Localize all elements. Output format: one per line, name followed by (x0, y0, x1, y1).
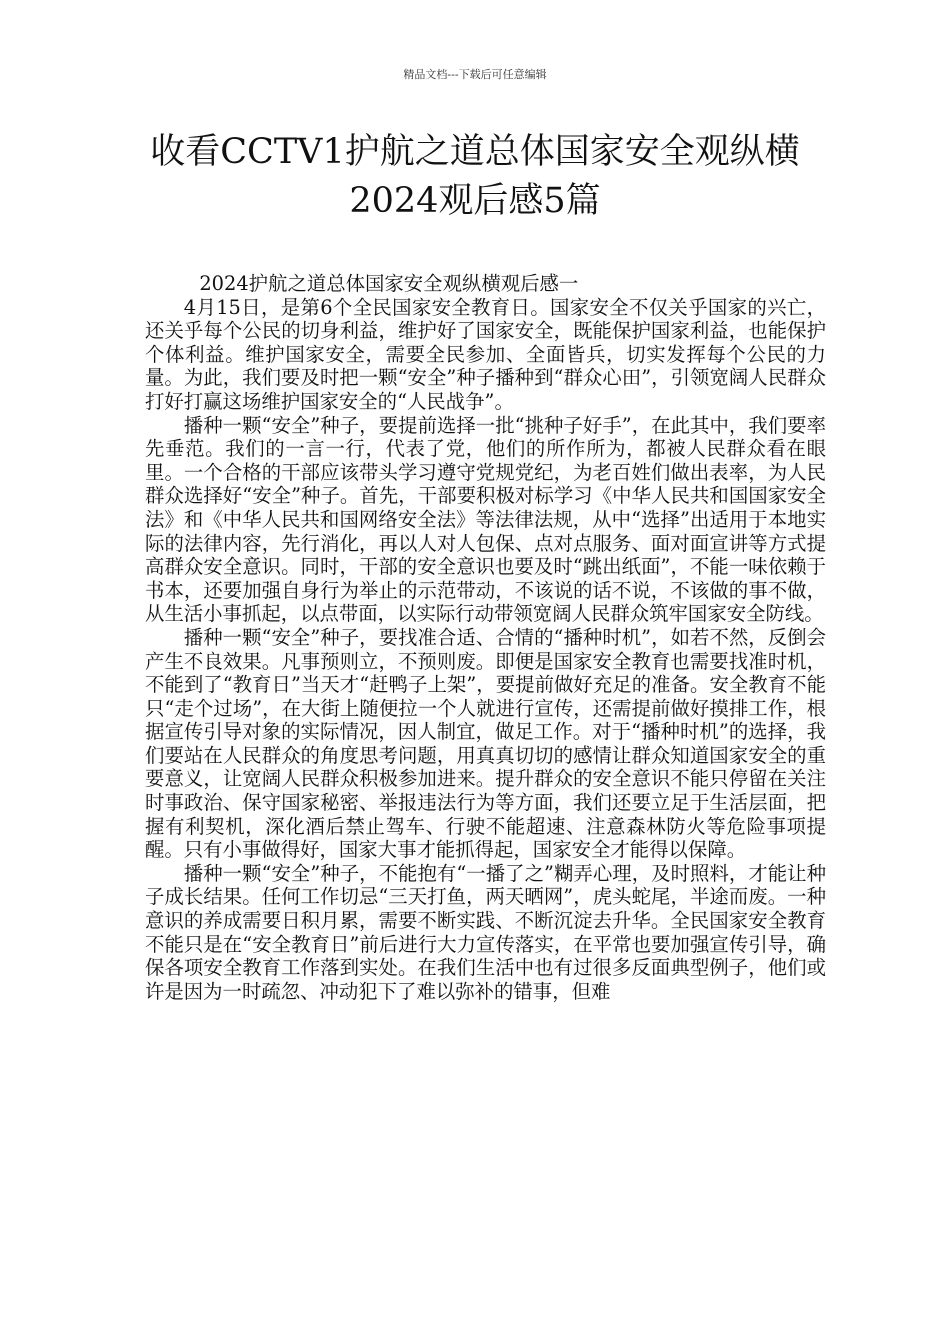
page-header: 精品文档---下载后可任意编辑 (403, 68, 547, 81)
body-paragraph-4: 播种一颗“安全”种子，不能抱有“一播了之”糊弄心理，及时照料，才能让种子成长结果。任何工作切忌“三天打鱼，两天晒网”，虎头蛇尾，半途而废。一种意识的养成需要日积月累，需要不断实践、不断沉淀去升华。全民国家安全教育不能只是在“安全教育日”前后进行大力宣传落实，在平常也要加强宣传引导，确保各项安全教育工作落到实处。在我们生活中也有过很多反面典型例子，他们或许是因为一时疏忽、冲动犯下了难以弥补的错事，但难 (145, 861, 826, 1003)
body-paragraph-2: 播种一颗“安全”种子，要提前选择一批“挑种子好手”，在此其中，我们要率先垂范。我们的一言一行，代表了党，他们的所作所为，都被人民群众看在眼里。一个合格的干部应该带头学习遵守党规党纪，为老百姓们做出表率，为人民群众选择好“安全”种子。首先，干部要积极对标学习《中华人民共和国国家安全法》和《中华人民共和国网络安全法》等法律法规，从中“选择”出适用于本地实际的法律内容，先行消化，再以人对人包保、点对点服务、面对面宣讲等方式提高群众安全意识。同时，干部的安全意识也要及时“跳出纸面”，不能一味依赖于书本，还要加强自身行为举止的示范带动，不该说的话不说，不该做的事不做，从生活小事抓起，以点带面，以实际行动带领宽阔人民群众筑牢国家安全防线。 (145, 413, 826, 626)
title-line-2: 2024观后感5篇 (349, 181, 601, 221)
section-heading: 2024护航之道总体国家安全观纵横观后感一 (199, 272, 579, 295)
title-line-1: 收看CCTV1护航之道总体国家安全观纵横 (150, 132, 800, 172)
body-paragraph-1: 4月15日，是第6个全民国家安全教育日。国家安全不仅关乎国家的兴亡，还关乎每个公民的切身利益，维护好了国家安全，既能保护国家利益，也能保护个体利益。维护国家安全，需要全民参加、全面皆兵，切实发挥每个公民的力量。为此，我们要及时把一颗“安全”种子播种到“群众心田”，引领宽阔人民群众打好打赢这场维护国家安全的“人民战争”。 (145, 295, 826, 413)
document-body (145, 272, 826, 1003)
body-paragraph-3: 播种一颗“安全”种子，要找准合适、合情的“播种时机”，如若不然，反倒会产生不良效果。凡事预则立，不预则废。即便是国家安全教育也需要找准时机，不能到了“教育日”当天才“赶鸭子上架”，要提前做好充足的准备。安全教育不能只“走个过场”，在大街上随便拉一个人就进行宣传，还需提前做好摸排工作，根据宣传引导对象的实际情况，因人制宜，做足工作。对于“播种时机”的选择，我们要站在人民群众的角度思考问题，用真真切切的感情让群众知道国家安全的重要意义，让宽阔人民群众积极参加进来。提升群众的安全意识不能只停留在关注时事政治、保守国家秘密、举报违法行为等方面，我们还要立足于生活层面，把握有利契机，深化酒后禁止驾车、行驶不能超速、注意森林防火等危险事项提醒。只有小事做得好，国家大事才能抓得起，国家安全才能得以保障。 (145, 625, 826, 862)
document-title (100, 128, 850, 226)
